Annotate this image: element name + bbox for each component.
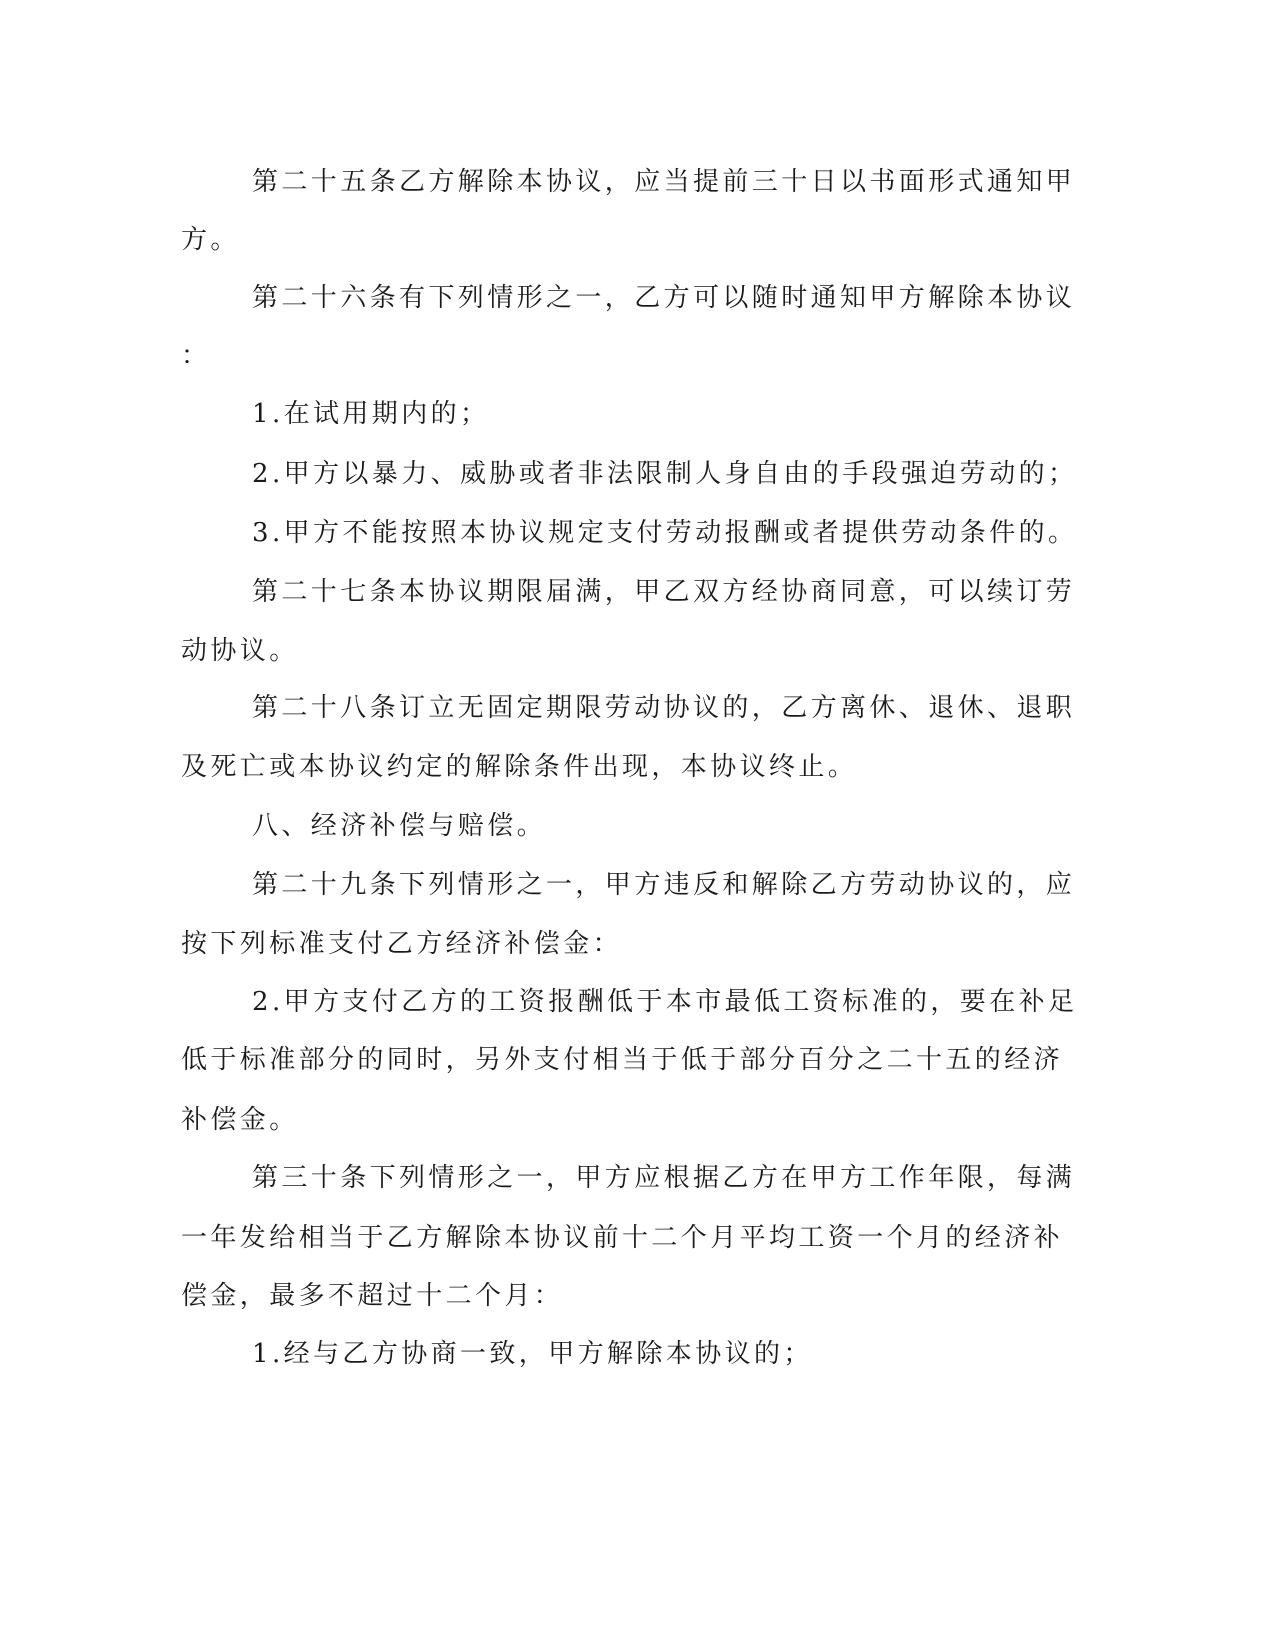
text-line: 第二十七条本协议期限届满，甲乙双方经协商同意，可以续订劳 [252,577,1076,607]
text-line: 及死亡或本协议约定的解除条件出现，本协议终止。 [181,752,858,782]
text-line: 动协议。 [181,636,299,666]
text-line: 第二十八条订立无固定期限劳动协议的，乙方离休、退休、退职 [252,693,1076,723]
text-line: 1.在试用期内的； [252,399,490,429]
text-line: 第二十五条乙方解除本协议，应当提前三十日以书面形式通知甲 [252,167,1076,197]
text-line: 第二十六条有下列情形之一，乙方可以随时通知甲方解除本协议 [252,283,1076,313]
text-line: 2.甲方支付乙方的工资报酬低于本市最低工资标准的，要在补足 [252,987,1078,1017]
text-line: 第三十条下列情形之一，甲方应根据乙方在甲方工作年限，每满 [252,1163,1076,1193]
text-line: 按下列标准支付乙方经济补偿金： [181,929,623,959]
text-line: ： [181,341,211,371]
text-line: 偿金，最多不超过十二个月： [181,1281,564,1311]
text-line: 3.甲方不能按照本协议规定支付劳动报酬或者提供劳动条件的。 [252,518,1078,548]
text-line: 八、经济补偿与赔偿。 [252,811,547,841]
text-line: 2.甲方以暴力、威胁或者非法限制人身自由的手段强迫劳动的； [252,459,1078,489]
text-line: 补偿金。 [181,1105,299,1135]
text-line: 低于标准部分的同时，另外支付相当于低于部分百分之二十五的经济 [181,1045,1064,1075]
text-line: 一年发给相当于乙方解除本协议前十二个月平均工资一个月的经济补 [181,1223,1064,1253]
text-line: 1.经与乙方协商一致，甲方解除本协议的； [252,1339,813,1369]
text-line: 第二十九条下列情形之一，甲方违反和解除乙方劳动协议的，应 [252,870,1076,900]
text-line: 方。 [181,225,240,255]
